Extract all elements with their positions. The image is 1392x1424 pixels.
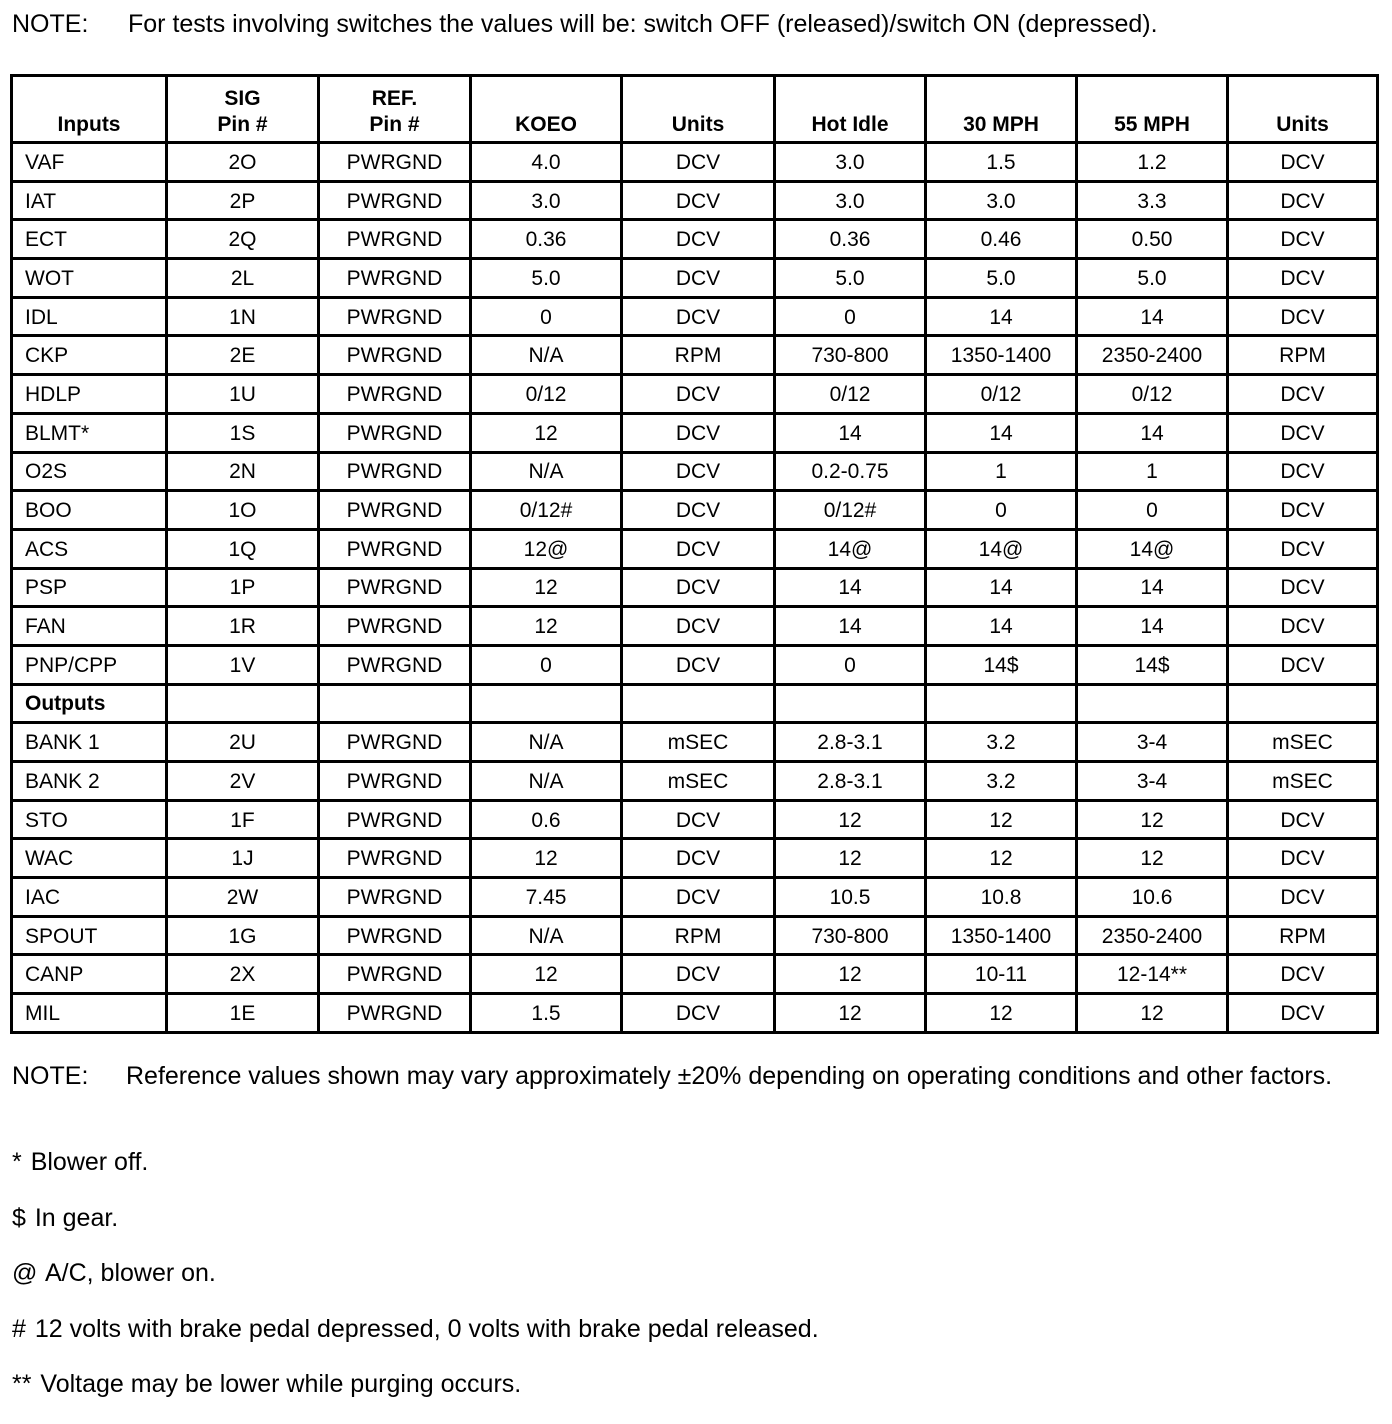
cell-signal: WAC — [12, 839, 167, 878]
cell-koeo: N/A — [471, 336, 622, 375]
table-row — [12, 762, 1378, 801]
cell-koeo: 0 — [471, 645, 622, 684]
cell-sig-pin: 1U — [167, 375, 319, 414]
cell-sig-pin: 1S — [167, 413, 319, 452]
cell-signal: CKP — [12, 336, 167, 375]
cell-sig-pin: 2N — [167, 452, 319, 491]
table-row — [12, 452, 1378, 491]
cell-units: DCV — [622, 491, 775, 530]
table-row — [12, 181, 1378, 220]
cell-signal: FAN — [12, 607, 167, 646]
table-body — [12, 143, 1378, 1033]
cell-units: DCV — [622, 645, 775, 684]
footnote-text: A/C, blower on. — [44, 1259, 216, 1287]
cell-30-mph: 0.46 — [926, 220, 1077, 259]
cell-hot-idle: 5.0 — [775, 259, 926, 298]
cell-sig-pin: 1Q — [167, 529, 319, 568]
cell-hot-idle: 12 — [775, 839, 926, 878]
cell-30-mph: 1350-1400 — [926, 336, 1077, 375]
cell-ref-pin: PWRGND — [319, 259, 471, 298]
cell-units-2: DCV — [1228, 452, 1378, 491]
cell-30-mph: 12 — [926, 839, 1077, 878]
cell-55-mph: 0.50 — [1077, 220, 1228, 259]
cell-sig-pin: 2X — [167, 955, 319, 994]
cell-units-2: DCV — [1228, 297, 1378, 336]
cell-units: DCV — [622, 297, 775, 336]
cell-sig-pin: 1E — [167, 994, 319, 1033]
cell-55-mph: 0/12 — [1077, 375, 1228, 414]
cell-units: DCV — [622, 452, 775, 491]
cell-30-mph: 14 — [926, 607, 1077, 646]
cell-ref-pin: PWRGND — [319, 839, 471, 878]
cell-30-mph: 10-11 — [926, 955, 1077, 994]
header-sig-pin: SIG Pin # — [167, 76, 319, 143]
table-row — [12, 916, 1378, 955]
cell-signal: WOT — [12, 259, 167, 298]
cell-30-mph: 3.2 — [926, 762, 1077, 801]
cell-55-mph: 2350-2400 — [1077, 336, 1228, 375]
cell-hot-idle: 730-800 — [775, 916, 926, 955]
cell-signal: ECT — [12, 220, 167, 259]
footnote-text: In gear. — [34, 1203, 119, 1232]
cell-55-mph: 14 — [1077, 607, 1228, 646]
cell-55-mph — [1077, 684, 1228, 723]
cell-units: RPM — [622, 336, 775, 375]
cell-30-mph: 1 — [926, 452, 1077, 491]
table-row — [12, 529, 1378, 568]
cell-koeo: 5.0 — [471, 259, 622, 298]
cell-units: DCV — [622, 259, 775, 298]
footnote-brake-pedal — [12, 1313, 1382, 1369]
cell-ref-pin: PWRGND — [319, 800, 471, 839]
cell-55-mph: 12 — [1077, 839, 1228, 878]
cell-ref-pin: PWRGND — [319, 723, 471, 762]
cell-hot-idle: 3.0 — [775, 181, 926, 220]
cell-ref-pin: PWRGND — [319, 413, 471, 452]
cell-units-2: DCV — [1228, 220, 1378, 259]
cell-ref-pin — [319, 684, 471, 723]
cell-ref-pin: PWRGND — [319, 878, 471, 917]
cell-30-mph: 14 — [926, 413, 1077, 452]
footnote-text: Voltage may be lower while purging occurs. — [40, 1370, 522, 1398]
cell-55-mph: 14$ — [1077, 645, 1228, 684]
cell-sig-pin: 2E — [167, 336, 319, 375]
cell-units-2: RPM — [1228, 916, 1378, 955]
table-row — [12, 878, 1378, 917]
cell-hot-idle: 0/12 — [775, 375, 926, 414]
cell-30-mph: 14@ — [926, 529, 1077, 568]
cell-signal: IDL — [12, 297, 167, 336]
header-koeo: KOEO — [471, 76, 622, 143]
cell-sig-pin: 2V — [167, 762, 319, 801]
footnotes — [12, 1146, 1382, 1424]
cell-sig-pin: 2L — [167, 259, 319, 298]
cell-signal: Outputs — [12, 684, 167, 723]
cell-koeo: 0.36 — [471, 220, 622, 259]
cell-signal: IAT — [12, 181, 167, 220]
cell-55-mph: 14 — [1077, 568, 1228, 607]
cell-hot-idle: 0.36 — [775, 220, 926, 259]
cell-55-mph: 3.3 — [1077, 181, 1228, 220]
top-note-text: For tests involving switches the values will be: switch OFF (released)/switch ON (depressed). — [128, 10, 1158, 38]
table-row — [12, 800, 1378, 839]
cell-koeo: 0/12 — [471, 375, 622, 414]
table-row — [12, 723, 1378, 762]
cell-units-2: DCV — [1228, 607, 1378, 646]
cell-units-2: DCV — [1228, 994, 1378, 1033]
cell-sig-pin: 2O — [167, 143, 319, 182]
cell-koeo: 12 — [471, 413, 622, 452]
cell-sig-pin: 1P — [167, 568, 319, 607]
cell-30-mph — [926, 684, 1077, 723]
cell-units: DCV — [622, 181, 775, 220]
cell-55-mph: 14 — [1077, 297, 1228, 336]
cell-units: DCV — [622, 839, 775, 878]
cell-30-mph: 0/12 — [926, 375, 1077, 414]
top-note-label: NOTE: — [12, 10, 89, 38]
cell-55-mph: 12-14** — [1077, 955, 1228, 994]
cell-sig-pin: 2P — [167, 181, 319, 220]
header-inputs: Inputs — [12, 76, 167, 143]
footnote-ac-blower-on — [12, 1257, 1382, 1313]
footnote-text: 12 volts with brake pedal depressed, 0 volts with brake pedal released. — [34, 1314, 819, 1343]
table-row — [12, 491, 1378, 530]
cell-signal: O2S — [12, 452, 167, 491]
cell-units-2: DCV — [1228, 529, 1378, 568]
cell-units: DCV — [622, 220, 775, 259]
footnote-symbol: * — [12, 1148, 22, 1176]
cell-ref-pin: PWRGND — [319, 491, 471, 530]
cell-55-mph: 10.6 — [1077, 878, 1228, 917]
cell-koeo: 7.45 — [471, 878, 622, 917]
cell-hot-idle: 12 — [775, 955, 926, 994]
cell-koeo: 1.5 — [471, 994, 622, 1033]
cell-sig-pin: 1F — [167, 800, 319, 839]
cell-signal: STO — [12, 800, 167, 839]
cell-sig-pin: 2W — [167, 878, 319, 917]
cell-hot-idle: 0/12# — [775, 491, 926, 530]
cell-ref-pin: PWRGND — [319, 143, 471, 182]
cell-sig-pin: 1G — [167, 916, 319, 955]
cell-hot-idle: 14 — [775, 607, 926, 646]
cell-hot-idle: 2.8-3.1 — [775, 762, 926, 801]
cell-units: DCV — [622, 529, 775, 568]
table-row — [12, 645, 1378, 684]
cell-55-mph: 1 — [1077, 452, 1228, 491]
cell-hot-idle: 0 — [775, 645, 926, 684]
cell-sig-pin: 1R — [167, 607, 319, 646]
bottom-note-text: Reference values shown may vary approximately ±20% depending on operating conditions and other factors. — [126, 1062, 1333, 1090]
header-units: Units — [622, 76, 775, 143]
cell-30-mph: 0 — [926, 491, 1077, 530]
footnote-in-gear — [12, 1202, 1382, 1258]
cell-units: DCV — [622, 994, 775, 1033]
cell-30-mph: 12 — [926, 800, 1077, 839]
cell-30-mph: 14 — [926, 568, 1077, 607]
cell-units-2: mSEC — [1228, 723, 1378, 762]
cell-ref-pin: PWRGND — [319, 645, 471, 684]
table-row — [12, 994, 1378, 1033]
cell-hot-idle — [775, 684, 926, 723]
cell-signal: BLMT* — [12, 413, 167, 452]
cell-units: DCV — [622, 143, 775, 182]
cell-hot-idle: 12 — [775, 800, 926, 839]
cell-hot-idle: 0 — [775, 297, 926, 336]
cell-ref-pin: PWRGND — [319, 955, 471, 994]
cell-units-2: DCV — [1228, 955, 1378, 994]
cell-30-mph: 1350-1400 — [926, 916, 1077, 955]
cell-units: mSEC — [622, 723, 775, 762]
footnote-symbol: @ — [12, 1259, 38, 1287]
cell-koeo: N/A — [471, 916, 622, 955]
cell-sig-pin: 1O — [167, 491, 319, 530]
footnote-symbol: ** — [12, 1370, 32, 1398]
cell-hot-idle: 3.0 — [775, 143, 926, 182]
cell-koeo: 12@ — [471, 529, 622, 568]
cell-koeo: N/A — [471, 723, 622, 762]
cell-55-mph: 3-4 — [1077, 762, 1228, 801]
cell-ref-pin: PWRGND — [319, 762, 471, 801]
cell-ref-pin: PWRGND — [319, 568, 471, 607]
table-row — [12, 684, 1378, 723]
cell-units — [622, 684, 775, 723]
top-note — [12, 8, 1382, 40]
cell-sig-pin: 1J — [167, 839, 319, 878]
cell-30-mph: 1.5 — [926, 143, 1077, 182]
cell-units-2: mSEC — [1228, 762, 1378, 801]
cell-units-2: RPM — [1228, 336, 1378, 375]
cell-55-mph: 2350-2400 — [1077, 916, 1228, 955]
cell-units: DCV — [622, 800, 775, 839]
cell-koeo: 12 — [471, 607, 622, 646]
cell-koeo — [471, 684, 622, 723]
cell-units-2: DCV — [1228, 259, 1378, 298]
header-ref-pin: REF. Pin # — [319, 76, 471, 143]
cell-units-2: DCV — [1228, 800, 1378, 839]
table-row — [12, 955, 1378, 994]
cell-koeo: N/A — [471, 762, 622, 801]
cell-sig-pin: 1V — [167, 645, 319, 684]
table-row — [12, 375, 1378, 414]
cell-ref-pin: PWRGND — [319, 181, 471, 220]
cell-units: DCV — [622, 375, 775, 414]
header-hot-idle: Hot Idle — [775, 76, 926, 143]
cell-sig-pin: 1N — [167, 297, 319, 336]
footnote-text: Blower off. — [30, 1148, 149, 1176]
cell-hot-idle: 730-800 — [775, 336, 926, 375]
cell-units: DCV — [622, 878, 775, 917]
header-units-2: Units — [1228, 76, 1378, 143]
cell-ref-pin: PWRGND — [319, 916, 471, 955]
cell-30-mph: 3.2 — [926, 723, 1077, 762]
cell-hot-idle: 0.2-0.75 — [775, 452, 926, 491]
table-row — [12, 259, 1378, 298]
cell-koeo: 4.0 — [471, 143, 622, 182]
cell-hot-idle: 14@ — [775, 529, 926, 568]
cell-units-2: DCV — [1228, 839, 1378, 878]
cell-signal: BOO — [12, 491, 167, 530]
cell-koeo: 12 — [471, 955, 622, 994]
cell-55-mph: 12 — [1077, 994, 1228, 1033]
cell-units-2 — [1228, 684, 1378, 723]
cell-ref-pin: PWRGND — [319, 529, 471, 568]
cell-units: mSEC — [622, 762, 775, 801]
cell-signal: CANP — [12, 955, 167, 994]
header-30-mph: 30 MPH — [926, 76, 1077, 143]
cell-signal: SPOUT — [12, 916, 167, 955]
cell-units: DCV — [622, 568, 775, 607]
footnote-symbol: $ — [12, 1203, 26, 1232]
cell-ref-pin: PWRGND — [319, 452, 471, 491]
bottom-note — [12, 1060, 1382, 1092]
table-row — [12, 297, 1378, 336]
cell-30-mph: 5.0 — [926, 259, 1077, 298]
cell-30-mph: 14$ — [926, 645, 1077, 684]
cell-55-mph: 5.0 — [1077, 259, 1228, 298]
cell-units-2: DCV — [1228, 143, 1378, 182]
table-row — [12, 143, 1378, 182]
cell-signal: BANK 2 — [12, 762, 167, 801]
table-row — [12, 607, 1378, 646]
bottom-note-label: NOTE: — [12, 1062, 89, 1090]
table-header-row — [12, 76, 1378, 143]
table-row — [12, 413, 1378, 452]
cell-hot-idle: 12 — [775, 994, 926, 1033]
cell-signal: BANK 1 — [12, 723, 167, 762]
cell-sig-pin: 2Q — [167, 220, 319, 259]
footnote-purging — [12, 1368, 1382, 1424]
cell-signal: MIL — [12, 994, 167, 1033]
cell-sig-pin — [167, 684, 319, 723]
cell-units-2: DCV — [1228, 491, 1378, 530]
cell-hot-idle: 14 — [775, 413, 926, 452]
table-row — [12, 220, 1378, 259]
cell-units-2: DCV — [1228, 181, 1378, 220]
cell-30-mph: 3.0 — [926, 181, 1077, 220]
cell-koeo: 0 — [471, 297, 622, 336]
cell-ref-pin: PWRGND — [319, 336, 471, 375]
cell-ref-pin: PWRGND — [319, 375, 471, 414]
cell-signal: IAC — [12, 878, 167, 917]
cell-55-mph: 14@ — [1077, 529, 1228, 568]
cell-hot-idle: 14 — [775, 568, 926, 607]
cell-units-2: DCV — [1228, 413, 1378, 452]
header-55-mph: 55 MPH — [1077, 76, 1228, 143]
cell-55-mph: 14 — [1077, 413, 1228, 452]
cell-koeo: 3.0 — [471, 181, 622, 220]
cell-signal: VAF — [12, 143, 167, 182]
table-row — [12, 336, 1378, 375]
footnote-blower-off — [12, 1146, 1382, 1202]
cell-signal: PSP — [12, 568, 167, 607]
cell-signal: HDLP — [12, 375, 167, 414]
cell-55-mph: 1.2 — [1077, 143, 1228, 182]
cell-55-mph: 3-4 — [1077, 723, 1228, 762]
cell-ref-pin: PWRGND — [319, 607, 471, 646]
table-row — [12, 839, 1378, 878]
cell-units: RPM — [622, 916, 775, 955]
cell-koeo: 0/12# — [471, 491, 622, 530]
cell-55-mph: 0 — [1077, 491, 1228, 530]
cell-signal: PNP/CPP — [12, 645, 167, 684]
cell-ref-pin: PWRGND — [319, 994, 471, 1033]
footnote-symbol: # — [12, 1314, 26, 1343]
cell-koeo: 0.6 — [471, 800, 622, 839]
cell-sig-pin: 2U — [167, 723, 319, 762]
reference-values-table — [10, 74, 1379, 1034]
cell-units: DCV — [622, 413, 775, 452]
cell-30-mph: 10.8 — [926, 878, 1077, 917]
cell-units-2: DCV — [1228, 375, 1378, 414]
cell-hot-idle: 10.5 — [775, 878, 926, 917]
cell-ref-pin: PWRGND — [319, 297, 471, 336]
cell-signal: ACS — [12, 529, 167, 568]
cell-koeo: 12 — [471, 568, 622, 607]
table-row — [12, 568, 1378, 607]
cell-units-2: DCV — [1228, 878, 1378, 917]
cell-ref-pin: PWRGND — [319, 220, 471, 259]
cell-hot-idle: 2.8-3.1 — [775, 723, 926, 762]
cell-30-mph: 12 — [926, 994, 1077, 1033]
cell-30-mph: 14 — [926, 297, 1077, 336]
cell-units: DCV — [622, 607, 775, 646]
cell-55-mph: 12 — [1077, 800, 1228, 839]
cell-units-2: DCV — [1228, 568, 1378, 607]
cell-koeo: 12 — [471, 839, 622, 878]
cell-koeo: N/A — [471, 452, 622, 491]
cell-units: DCV — [622, 955, 775, 994]
cell-units-2: DCV — [1228, 645, 1378, 684]
